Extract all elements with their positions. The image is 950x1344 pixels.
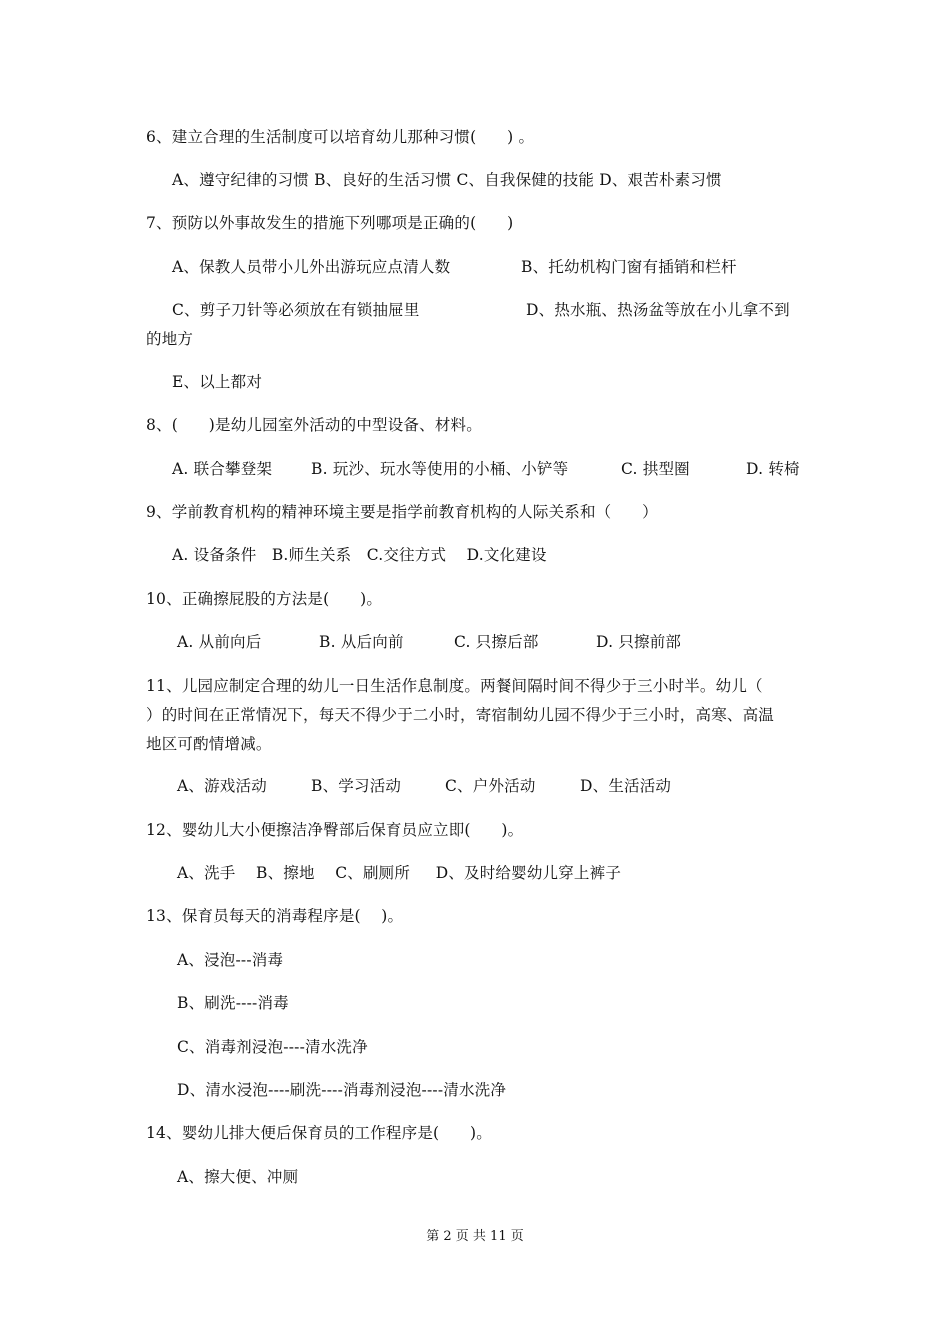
question-8-option-a: A. 联合攀登架 bbox=[172, 460, 273, 478]
question-12-stem: 12、婴幼儿大小便擦洁净臀部后保育员应立即( )。 bbox=[146, 821, 524, 839]
question-8-option-d: D. 转椅 bbox=[746, 460, 800, 478]
question-13-option-a: A、浸泡---消毒 bbox=[177, 951, 284, 969]
question-11-stem-line-3: 地区可酌情增减。 bbox=[146, 735, 272, 753]
question-9-stem: 9、学前教育机构的精神环境主要是指学前教育机构的人际关系和（ ） bbox=[146, 503, 658, 521]
question-11-stem-line-1: 11、儿园应制定合理的幼儿一日生活作息制度。两餐间隔时间不得少于三小时半。幼儿（ bbox=[146, 677, 763, 695]
question-11-option-a: A、游戏活动 bbox=[177, 777, 267, 795]
question-10-stem: 10、正确擦屁股的方法是( )。 bbox=[146, 590, 383, 608]
question-10-option-d: D. 只擦前部 bbox=[596, 633, 682, 651]
question-8-option-c: C. 拱型圈 bbox=[621, 460, 690, 478]
question-7-option-d: D、热水瓶、热汤盆等放在小儿拿不到 bbox=[526, 301, 790, 319]
question-12-options: A、洗手 B、擦地 C、刷厕所 D、及时给婴幼儿穿上裤子 bbox=[177, 864, 622, 882]
question-7-option-a: A、保教人员带小儿外出游玩应点清人数 bbox=[172, 258, 451, 276]
question-11-stem-line-2: ）的时间在正常情况下，每天不得少于二小时，寄宿制幼儿园不得少于三小时，高寒、高温 bbox=[146, 706, 775, 724]
question-13-option-c: C、消毒剂浸泡----清水洗净 bbox=[177, 1038, 368, 1056]
question-7-option-b: B、托幼机构门窗有插销和栏杆 bbox=[521, 258, 737, 276]
question-13-option-b: B、刷洗----消毒 bbox=[177, 994, 289, 1012]
question-13-option-d: D、清水浸泡----刷洗----消毒剂浸泡----清水洗净 bbox=[177, 1081, 507, 1099]
question-10-option-b: B. 从后向前 bbox=[319, 633, 404, 651]
question-14-option-a: A、擦大便、冲厕 bbox=[177, 1168, 299, 1186]
question-10-option-c: C. 只擦后部 bbox=[454, 633, 539, 651]
question-11-option-d: D、生活活动 bbox=[580, 777, 672, 795]
question-11-option-c: C、户外活动 bbox=[445, 777, 536, 795]
question-6-stem: 6、建立合理的生活制度可以培育幼儿那种习惯( ) 。 bbox=[146, 128, 535, 146]
question-6-options: A、遵守纪律的习惯 B、良好的生活习惯 C、自我保健的技能 D、艰苦朴素习惯 bbox=[172, 171, 722, 189]
question-11-option-b: B、学习活动 bbox=[311, 777, 402, 795]
question-13-stem: 13、保育员每天的消毒程序是( )。 bbox=[146, 907, 404, 925]
question-8-stem: 8、( )是幼儿园室外活动的中型设备、材料。 bbox=[146, 416, 482, 434]
question-8-option-b: B. 玩沙、玩水等使用的小桶、小铲等 bbox=[311, 460, 569, 478]
question-10-option-a: A. 从前向后 bbox=[177, 633, 262, 651]
question-7-option-c: C、剪子刀针等必须放在有锁抽屉里 bbox=[172, 301, 420, 319]
question-7-stem: 7、预防以外事故发生的措施下列哪项是正确的( ) bbox=[146, 214, 514, 232]
question-14-stem: 14、婴幼儿排大便后保育员的工作程序是( )。 bbox=[146, 1124, 492, 1142]
question-7-option-d-continued: 的地方 bbox=[146, 330, 194, 348]
question-7-option-e: E、以上都对 bbox=[172, 373, 263, 391]
question-9-options: A. 设备条件 B.师生关系 C.交往方式 D.文化建设 bbox=[172, 546, 547, 564]
page-indicator: 第 2 页 共 11 页 bbox=[426, 1229, 524, 1244]
